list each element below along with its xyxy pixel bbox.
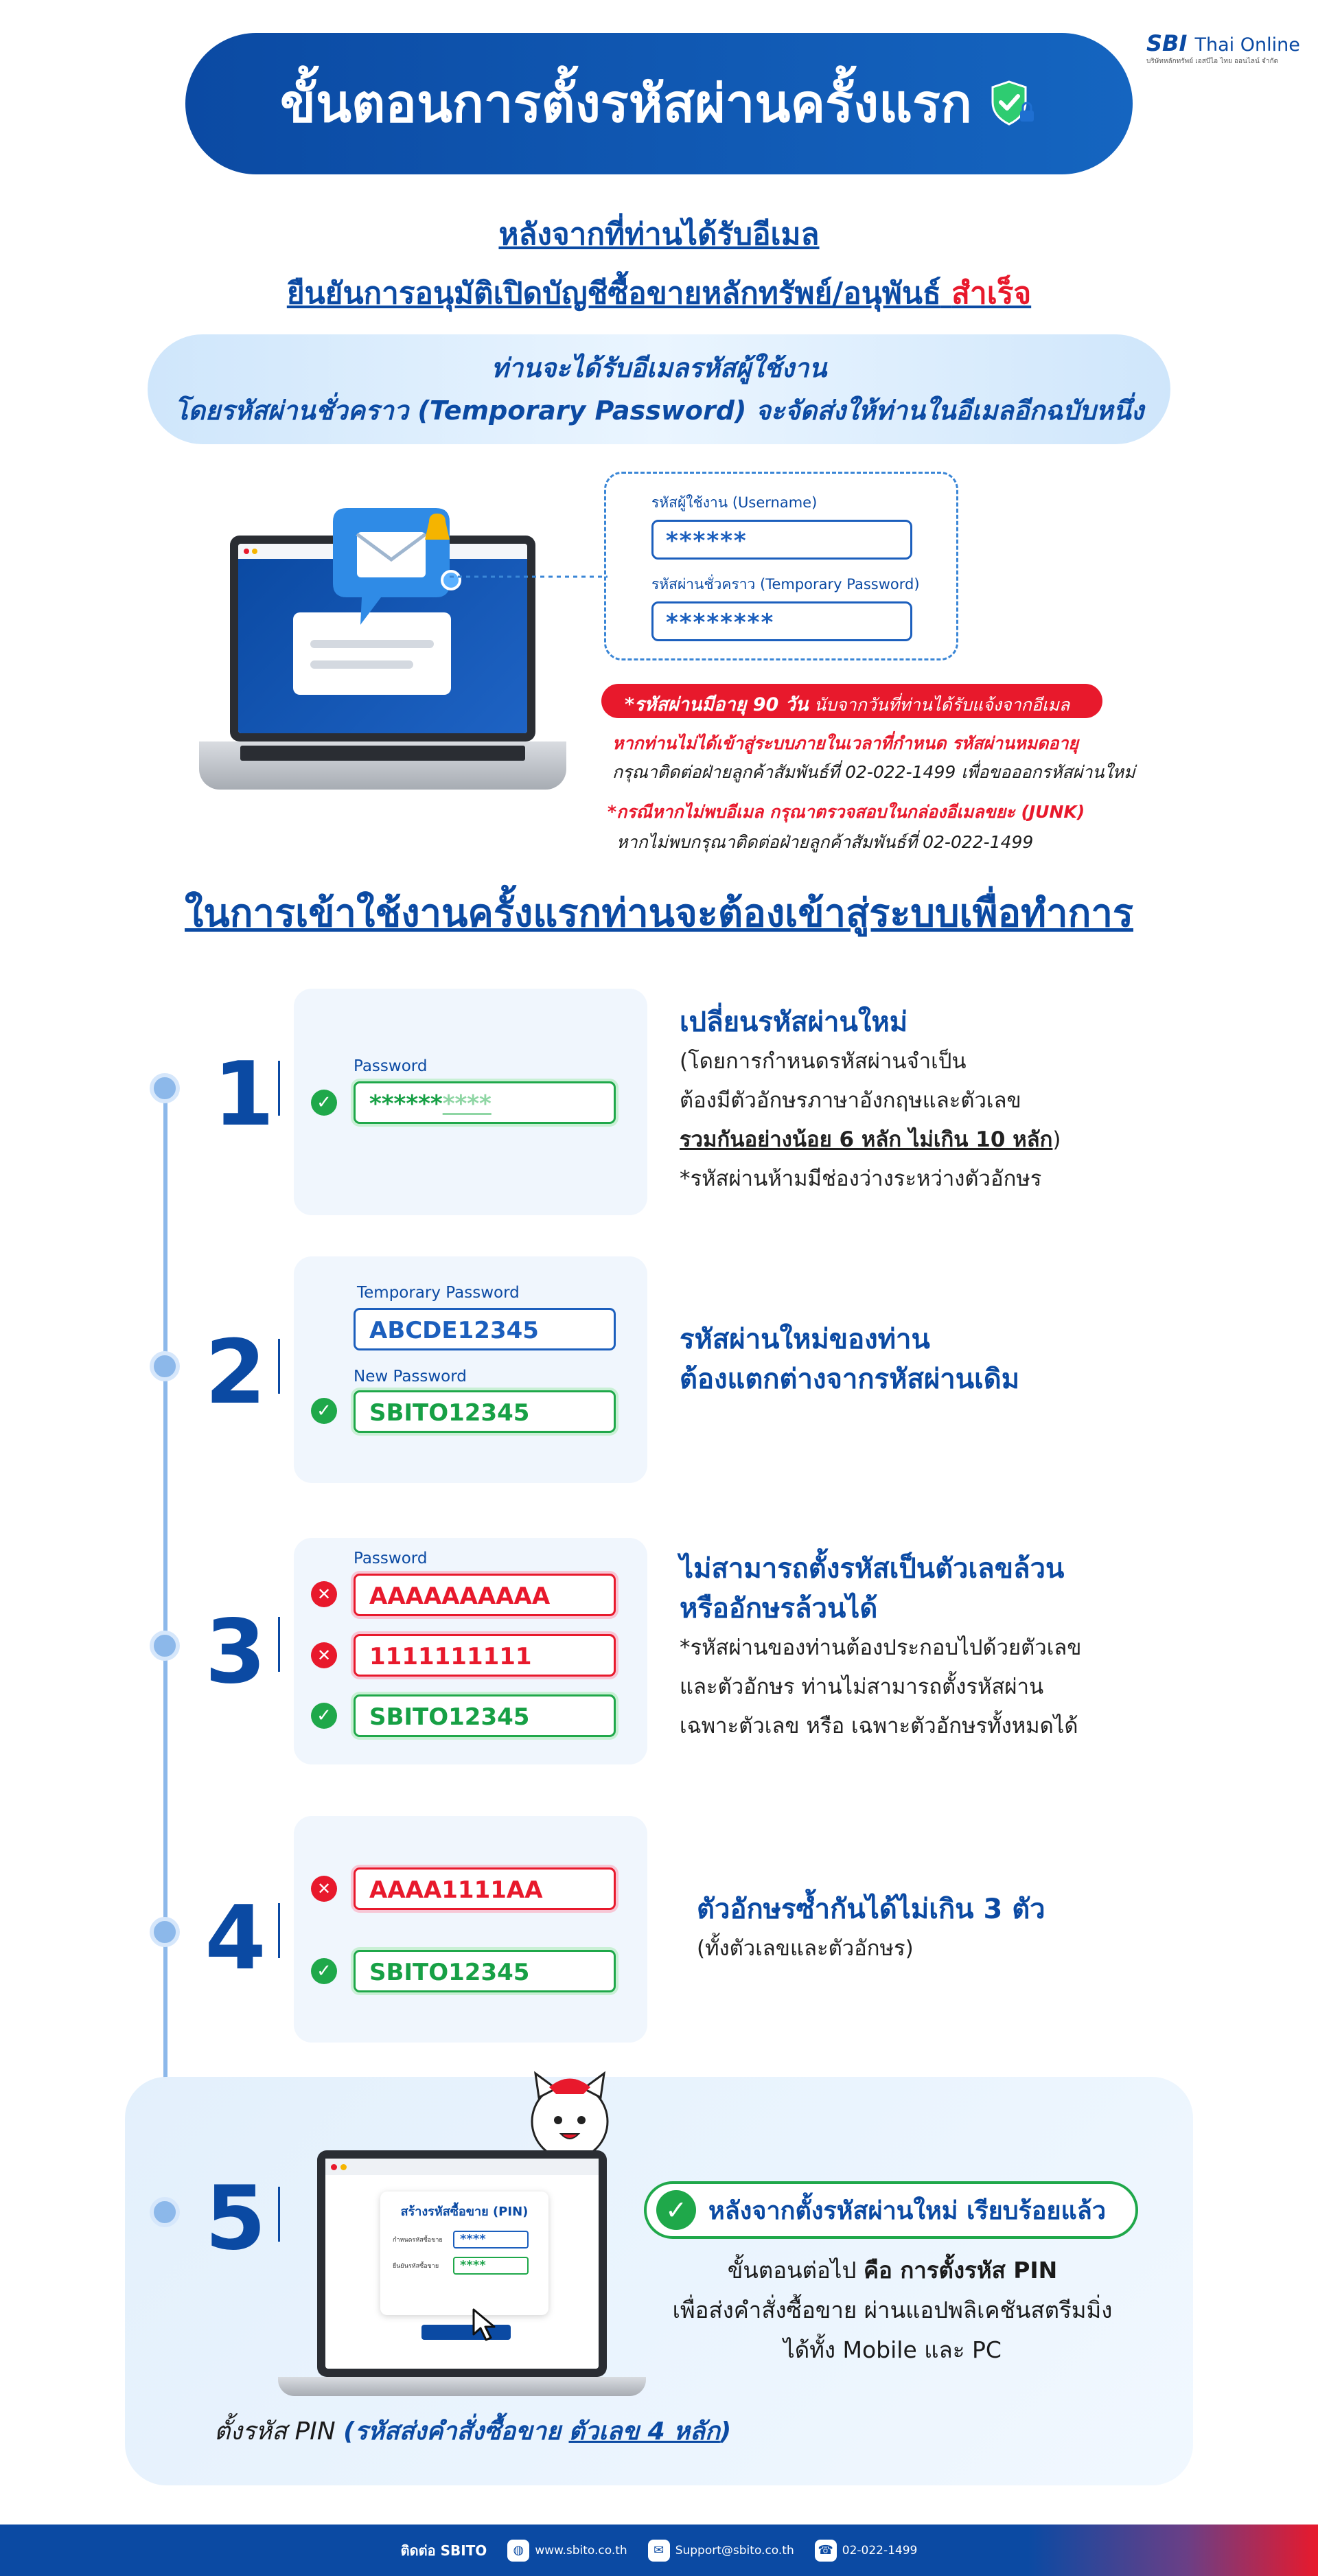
step3-digits-field: 1111111111 (354, 1634, 616, 1677)
cross-icon: ✕ (311, 1642, 337, 1668)
check-icon: ✓ (656, 2190, 696, 2230)
mouse-cursor-icon (471, 2308, 498, 2343)
logo-name: Thai Online (1194, 34, 1300, 56)
pin-label-b: ยืนยันรหัสซื้อขาย (393, 2263, 439, 2270)
step4-repeat-field: AAAA1111AA (354, 1867, 616, 1910)
step1-body3-end: ) (1052, 1127, 1061, 1152)
step4-body: (ทั้งตัวเลขและตัวอักษร) (697, 1936, 914, 1961)
expiry-notice (601, 684, 1102, 718)
step4-valid-field: SBITO12345 (354, 1950, 616, 1992)
footer (0, 2525, 1318, 2576)
step2-temp-field: ABCDE12345 (354, 1308, 616, 1350)
step1-body1: (โดยการกำหนดรหัสผ่านจำเป็น (680, 1049, 967, 1074)
footer-email[interactable] (648, 2540, 794, 2562)
intro (0, 210, 1318, 317)
footer-phone[interactable] (815, 2540, 918, 2562)
footer-phone-text: 02-022-1499 (842, 2543, 918, 2557)
check-icon: ✓ (311, 1090, 337, 1116)
step2-dot (150, 1351, 180, 1381)
pin-screen-title: สร้างรหัสซื้อขาย (PIN) (400, 2205, 529, 2219)
temp-password-label: รหัสผ่านชั่วคราว (Temporary Password) (651, 576, 920, 593)
step3-body1: *รหัสผ่านของท่านต้องประกอบไปด้วยตัวเลข (680, 1635, 1082, 1660)
mail-icon: ✉ (648, 2540, 670, 2562)
step2-title2: ต้องแตกต่างจากรหัสผ่านเดิม (680, 1364, 1020, 1395)
cross-icon: ✕ (311, 1876, 337, 1902)
done-text: หลังจากตั้งรหัสผ่านใหม่ เรียบร้อยแล้ว (708, 2196, 1107, 2225)
step2-text (680, 1320, 1019, 1399)
intro-line2-main: ยืนยันการอนุมัติเปิดบัญชีซื้อขายหลักทรัพย์/อนุพันธ์ (286, 276, 941, 311)
laptop-base (199, 741, 566, 790)
step2-number: 2 (205, 1322, 266, 1424)
phone-icon: ☎ (815, 2540, 837, 2562)
info-banner (148, 334, 1170, 444)
step1-text (680, 1002, 1174, 1199)
step1-password-field (354, 1081, 616, 1124)
step5-divider (278, 2187, 280, 2242)
footer-website[interactable] (507, 2540, 627, 2562)
step1-divider (278, 1061, 280, 1116)
pin-label-a: กำหนดรหัสซื้อขาย (393, 2237, 443, 2244)
footer-website-text: www.sbito.co.th (535, 2543, 627, 2557)
step4-card (294, 1816, 647, 2043)
step4-text (697, 1889, 1045, 1968)
step5-line1a: ขั้นตอนต่อไป (727, 2257, 857, 2284)
expiry-bold: *รหัสผ่านมีอายุ 90 วัน (625, 694, 809, 715)
step2-new-field: SBITO12345 (354, 1390, 616, 1433)
banner-line2: โดยรหัสผ่านชั่วคราว (Temporary Password) จะจัดส่งให้ท่านในอีเมลอีกฉบับหนึ่ง (174, 395, 1144, 426)
step3-dot (150, 1631, 180, 1661)
step1-body4: *รหัสผ่านห้ามมีช่องว่างระหว่างตัวอักษร (680, 1166, 1042, 1191)
step3-title2: หรืออักษรล้วนได้ (680, 1593, 878, 1624)
email-notification-icon (319, 494, 470, 645)
step1-dot (150, 1073, 180, 1103)
section-title-text: ในการเข้าใช้งานครั้งแรกท่านจะต้องเข้าสู่ระบบเพื่อทำการ (185, 891, 1133, 936)
pin-caption-d: ) (719, 2417, 732, 2446)
step3-body3: เฉพาะตัวเลข หรือ เฉพาะตัวอักษรทั้งหมดได้ (680, 1714, 1078, 1738)
step5-line2: เพื่อส่งคำสั่งซื้อขาย ผ่านแอปพลิเคชันสตรีมมิ่ง (672, 2297, 1113, 2323)
pin-caption-c: ตัวเลข 4 หลัก (568, 2417, 720, 2446)
step2-label-a: Temporary Password (357, 1284, 520, 1302)
footer-label: ติดต่อ SBITO (400, 2542, 487, 2559)
junk-line1: *กรณีหากไม่พบอีเมล กรุณาตรวจสอบในกล่องอีเมลขยะ (JUNK) (608, 802, 1085, 822)
step2-divider (278, 1339, 280, 1394)
banner-line1: ท่านจะได้รับอีเมลรหัสผู้ใช้งาน (491, 353, 827, 383)
section-title (0, 882, 1318, 943)
step3-letters-field: AAAAAAAAAA (354, 1574, 616, 1616)
logo-brand: SBI (1146, 30, 1188, 56)
shield-check-icon (988, 79, 1038, 128)
cross-icon: ✕ (311, 1581, 337, 1607)
step1-value: ****** (369, 1090, 443, 1118)
step4-dot (150, 1917, 180, 1947)
step3-number: 3 (205, 1601, 266, 1703)
step5-number: 5 (205, 2167, 266, 2270)
page-title: ขั้นตอนการตั้งรหัสผ่านครั้งแรก (280, 73, 972, 134)
username-label: รหัสผู้ใช้งาน (Username) (651, 494, 818, 511)
step3-text (680, 1549, 1174, 1746)
pin-caption-a: ตั้งรหัส PIN (214, 2417, 336, 2446)
pin-field-a: **** (453, 2231, 529, 2249)
junk-line2: หากไม่พบกรุณาติดต่อฝ่ายลูกค้าสัมพันธ์ที่ 02-022-1499 (616, 832, 1034, 852)
pin-caption (214, 2411, 731, 2450)
step5-dot (150, 2197, 180, 2227)
expire-line1: หากท่านไม่ได้เข้าสู่ระบบภายในเวลาที่กำหนด รหัสผ่านหมดอายุ (612, 733, 1079, 753)
step2-title1: รหัสผ่านใหม่ของท่าน (680, 1324, 930, 1355)
step5-line3: ได้ทั้ง Mobile และ PC (783, 2336, 1002, 2363)
step3-field-label: Password (354, 1550, 428, 1567)
step3-title1: ไม่สามารถตั้งรหัสเป็นตัวเลขล้วน (680, 1553, 1065, 1585)
connector-line (450, 570, 608, 584)
step4-divider (278, 1903, 280, 1958)
step5-text (638, 2251, 1146, 2370)
step1-number: 1 (213, 1044, 275, 1146)
intro-success: สำเร็จ (951, 276, 1032, 311)
pin-laptop-base (278, 2377, 646, 2396)
username-field: ****** (651, 520, 912, 560)
credentials-box (604, 472, 958, 660)
step1-title: เปลี่ยนรหัสผ่านใหม่ (680, 1007, 908, 1038)
pin-field-b: **** (453, 2257, 529, 2275)
pin-caption-b: (รหัสส่งคำสั่งซื้อขาย (343, 2417, 562, 2446)
globe-icon: ◍ (507, 2540, 529, 2562)
check-icon: ✓ (311, 1703, 337, 1729)
temp-password-field: ******** (651, 601, 912, 641)
sbi-logo (1146, 30, 1311, 67)
step4-number: 4 (205, 1887, 266, 1990)
step3-divider (278, 1617, 280, 1672)
step1-body2: ต้องมีตัวอักษรภาษาอังกฤษและตัวเลข (680, 1088, 1021, 1113)
done-badge (644, 2181, 1138, 2239)
step1-body3: รวมกันอย่างน้อย 6 หลัก ไม่เกิน 10 หลัก (680, 1127, 1053, 1152)
pin-laptop-screen (317, 2150, 607, 2377)
step3-valid-field: SBITO12345 (354, 1694, 616, 1737)
expiry-rest: นับจากวันที่ท่านได้รับแจ้งจากอีเมล (813, 695, 1070, 715)
step2-label-b: New Password (354, 1368, 467, 1385)
step1-value-faded: **** (442, 1090, 492, 1118)
intro-line2 (0, 269, 1318, 317)
check-icon: ✓ (311, 1398, 337, 1424)
logo-subtitle: บริษัทหลักทรัพย์ เอสบีไอ ไทย ออนไลน์ จำกัด (1146, 58, 1279, 65)
expire-line2: กรุณาติดต่อฝ่ายลูกค้าสัมพันธ์ที่ 02-022-1499 เพื่อขอออกรหัสผ่านใหม่ (612, 762, 1135, 782)
title-banner (185, 33, 1133, 174)
step1-field-label: Password (354, 1057, 428, 1075)
step5-line1b: คือ การตั้งรหัส PIN (863, 2257, 1058, 2284)
footer-email-text: Support@sbito.co.th (675, 2543, 794, 2557)
step3-body2: และตัวอักษร ท่านไม่สามารถตั้งรหัสผ่าน (680, 1675, 1044, 1699)
intro-line1: หลังจากที่ท่านได้รับอีเมล (498, 217, 820, 252)
check-icon: ✓ (311, 1958, 337, 1984)
step4-title: ตัวอักษรซ้ำกันได้ไม่เกิน 3 ตัว (697, 1894, 1045, 1925)
